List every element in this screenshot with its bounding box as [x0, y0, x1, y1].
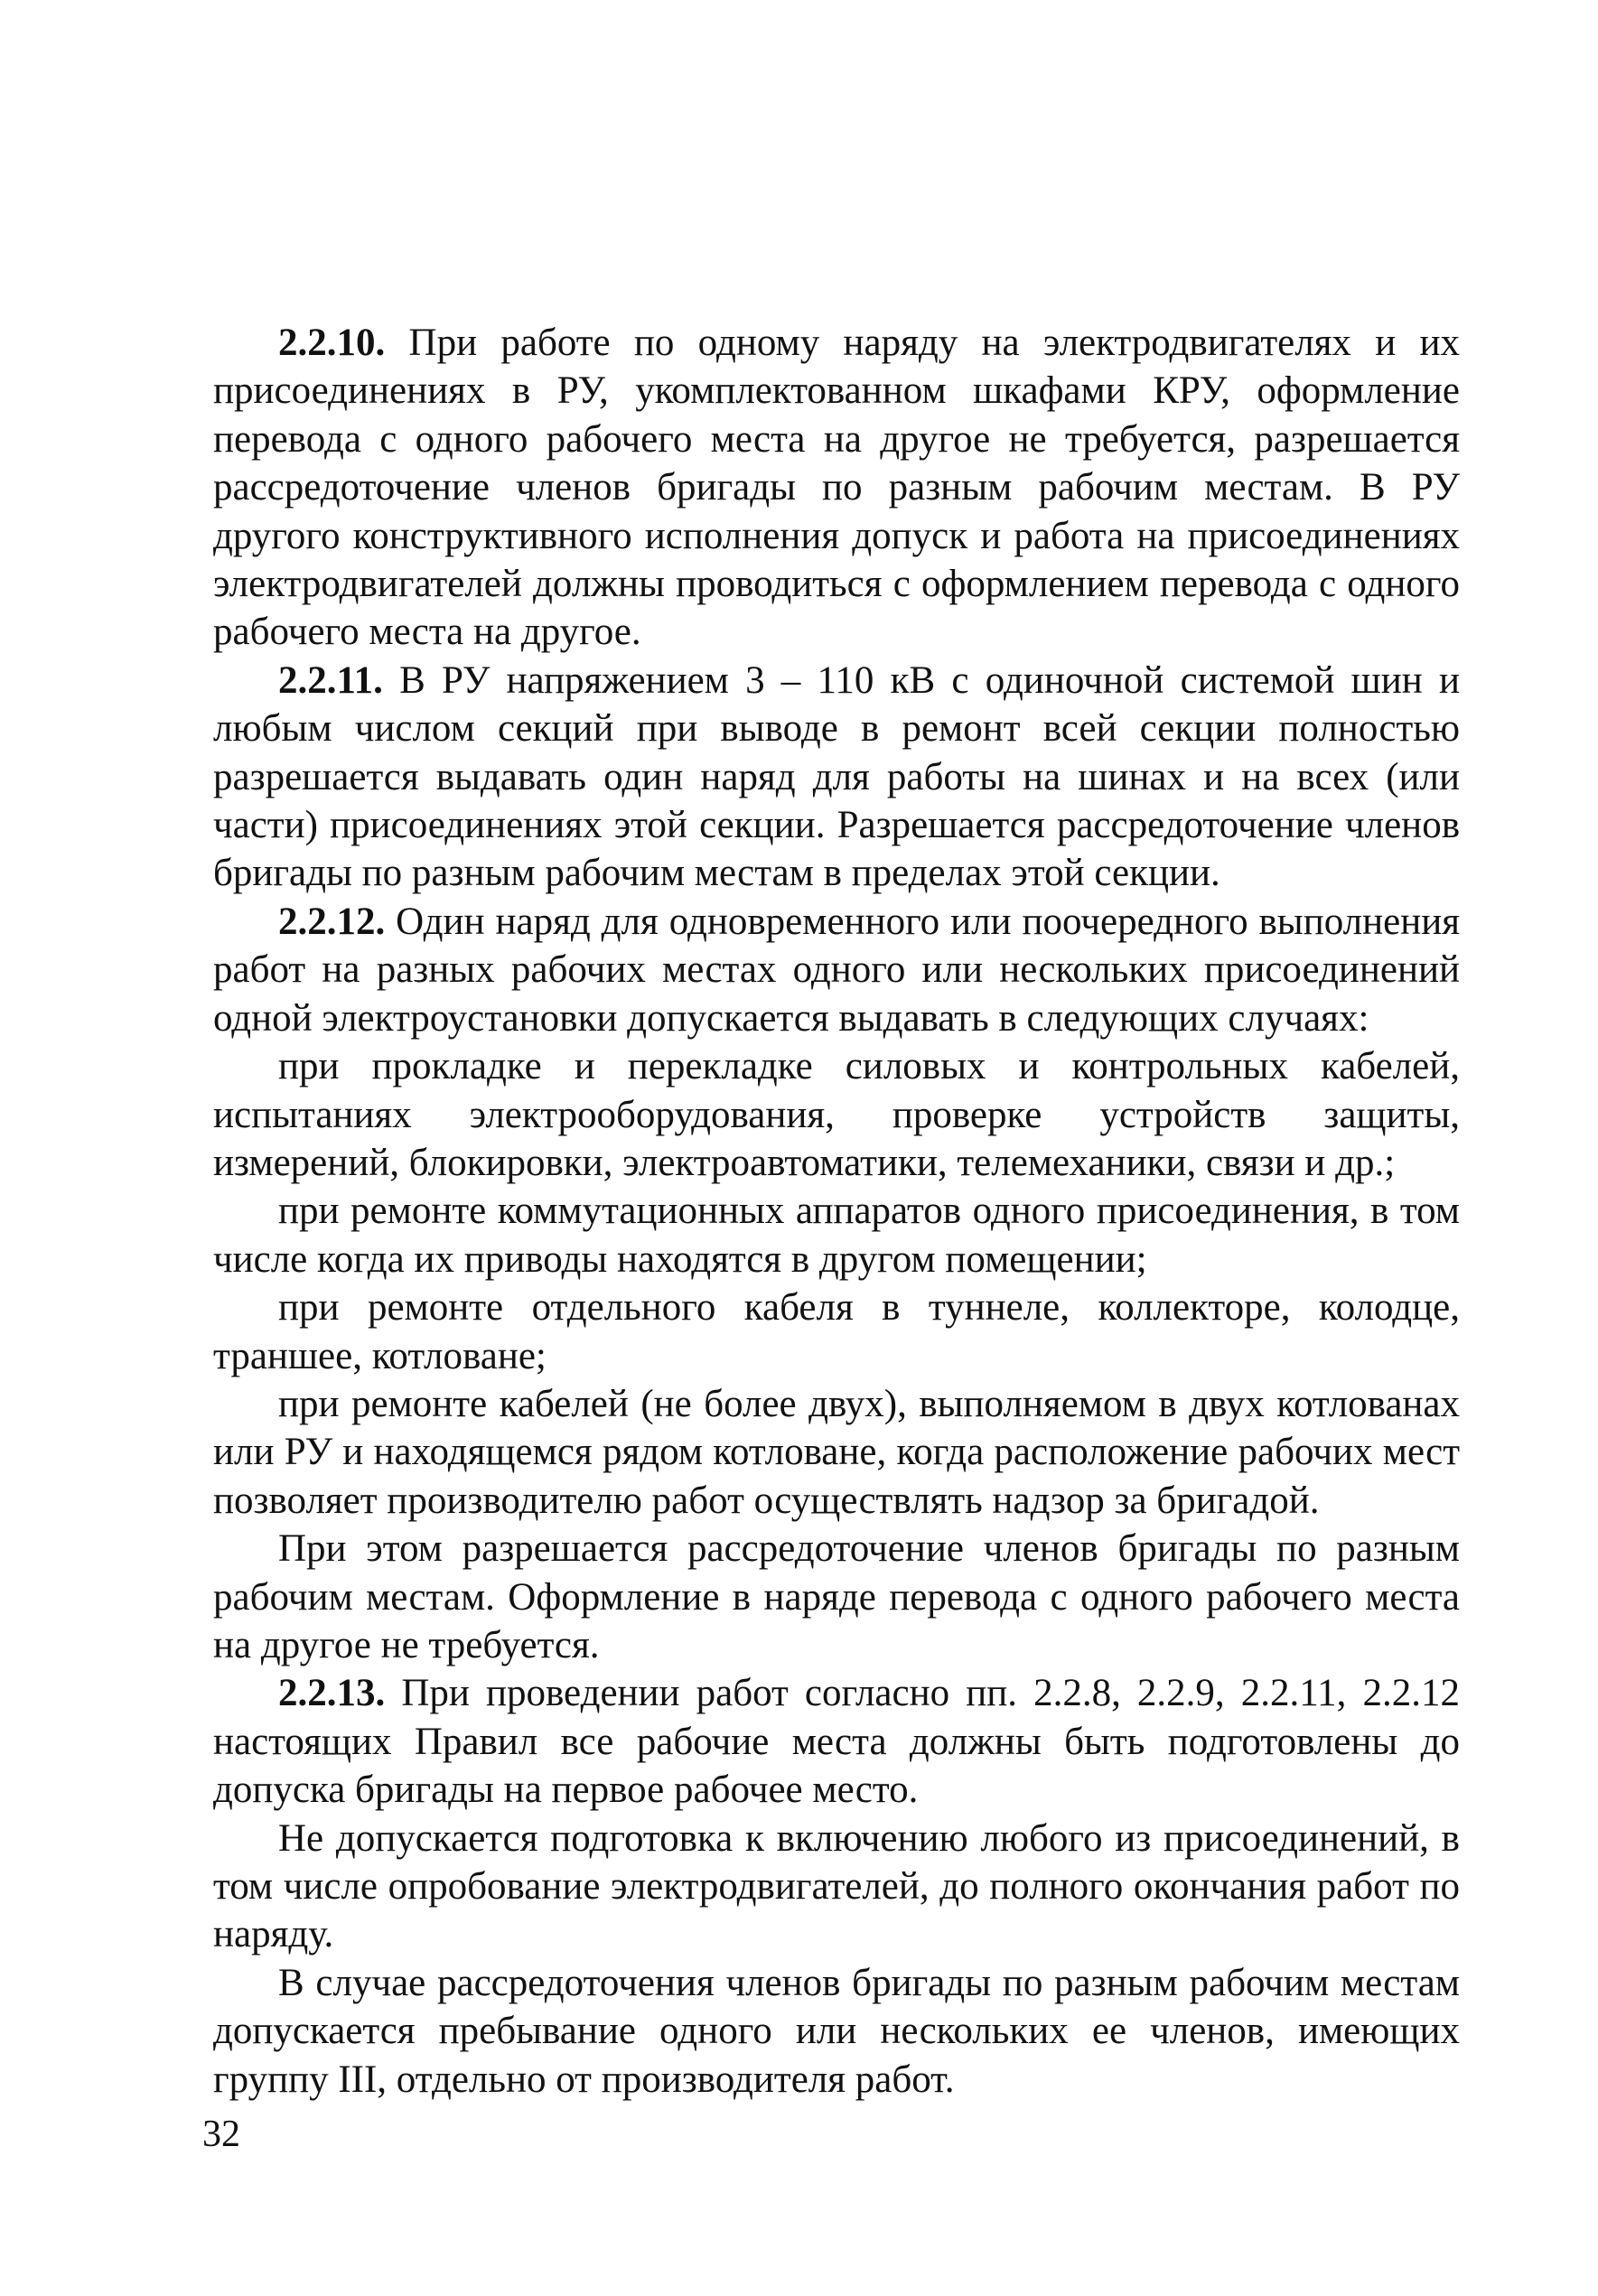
- paragraph-text: При проведении работ согласно пп. 2.2.8, 2.2.9, 2.2.11, 2.2.12 настоящих Правил все рабочие места должны быть подготовлены до допуска бригады на первое рабочее место.: [213, 1672, 1460, 1812]
- page-number: 32: [202, 2114, 240, 2155]
- paragraph-dispersal-note: [213, 1525, 1460, 1669]
- case-two-cables: [213, 1380, 1460, 1525]
- paragraph-text: При этом разрешается рассредоточение членов бригады по разным рабочим местам. Оформление в наряде перевода с одного рабочего места на другое не требуется.: [213, 1527, 1460, 1666]
- paragraph-2-2-10: [213, 319, 1460, 657]
- body-text: [213, 319, 1460, 2104]
- paragraph-no-energizing: [213, 1815, 1460, 1959]
- paragraph-text: Один наряд для одновременного или поочередного выполнения работ на разных рабочих местах одного или нескольких присоединений одной электроустановки допускается выдавать в следующих случаях:: [213, 900, 1460, 1040]
- paragraph-text: при ремонте коммутационных аппаратов одного присоединения, в том числе когда их приводы находятся в другом помещении;: [213, 1190, 1460, 1281]
- paragraph-text: при прокладке и перекладке силовых и контрольных кабелей, испытаниях электрооборудования, проверке устройств защиты, измерений, блокировки, электроавтоматики, телемеханики, связи и др.;: [213, 1045, 1460, 1184]
- paragraph-text: В РУ напряжением 3 – 110 кВ с одиночной системой шин и любым числом секций при выводе в ремонт всей секции полностью разрешается выдавать один наряд для работы на шинах и на всех (или части) присоединениях этой секции. Разрешается рассредоточение членов бригады по разным рабочим местам в пределах этой секции.: [213, 658, 1460, 895]
- clause-number: 2.2.12.: [278, 900, 386, 943]
- paragraph-text: при ремонте отдельного кабеля в туннеле, коллекторе, колодце, траншее, котловане;: [213, 1286, 1460, 1377]
- paragraph-2-2-13: [213, 1669, 1460, 1814]
- case-single-cable: [213, 1283, 1460, 1380]
- paragraph-2-2-12: [213, 898, 1460, 1042]
- clause-number: 2.2.11.: [278, 658, 383, 702]
- paragraph-text: В случае рассредоточения членов бригады по разным рабочим местам допускается пребывание одного или нескольких ее членов, имеющих группу III, отдельно от производителя работ.: [213, 1961, 1460, 2101]
- paragraph-2-2-11: [213, 657, 1460, 898]
- paragraph-text: При работе по одному наряду на электродвигателях и их присоединениях в РУ, укомплектованном шкафами КРУ, оформление перевода с одного рабочего места на другое не требуется, разрешается рассредоточение членов бригады по разным рабочим местам. В РУ другого конструктивного исполнения допуск и работа на присоединениях электродвигателей должны проводиться с оформлением перевода с одного рабочего места на другое.: [213, 322, 1460, 654]
- clause-number: 2.2.10.: [278, 322, 386, 364]
- case-cable-laying: [213, 1042, 1460, 1187]
- paragraph-text: Не допускается подготовка к включению любого из присоединений, в том числе опробование электродвигателей, до полного окончания работ по наряду.: [213, 1816, 1460, 1956]
- paragraph-text: при ремонте кабелей (не более двух), выполняемом в двух котлованах или РУ и находящемся рядом котловане, когда расположение рабочих мест позволяет производителю работ осуществлять надзор за бригадой.: [213, 1382, 1460, 1522]
- clause-number: 2.2.13.: [278, 1672, 386, 1715]
- paragraph-group-three: [213, 1959, 1460, 2104]
- case-switching-devices: [213, 1187, 1460, 1283]
